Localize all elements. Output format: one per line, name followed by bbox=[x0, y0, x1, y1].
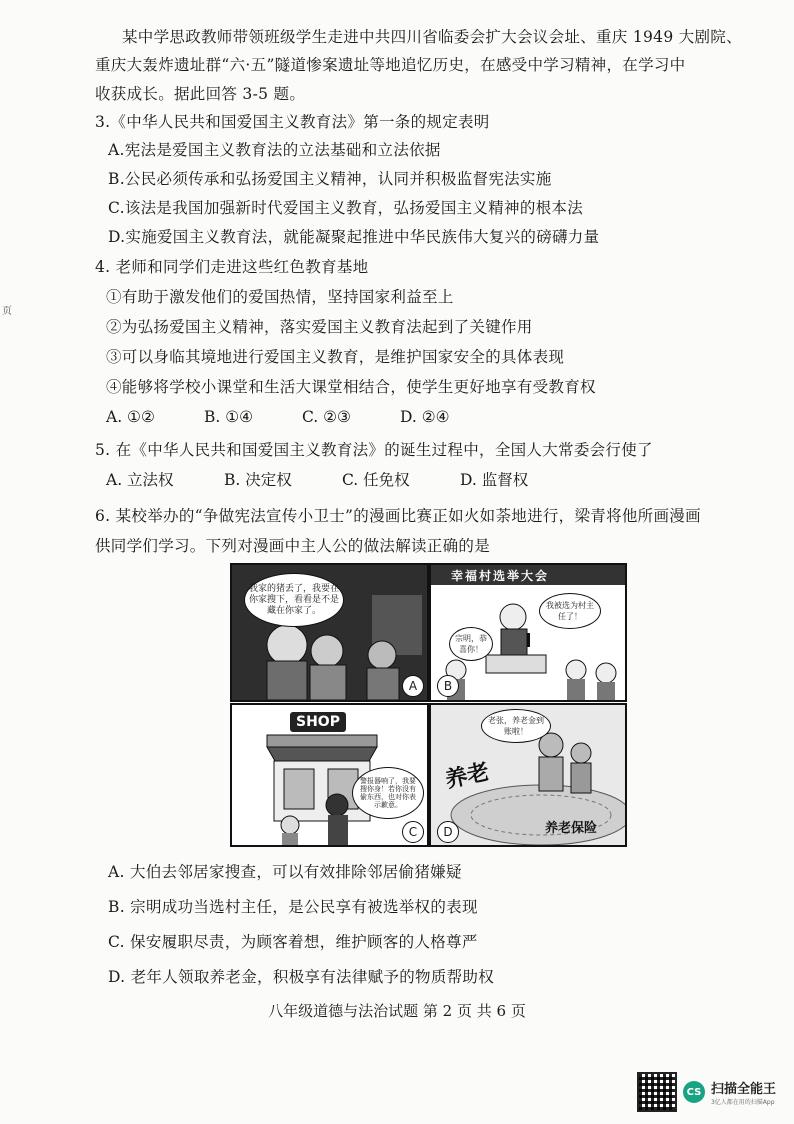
comic-b-bubble-1: 我被选为村主任了！ bbox=[539, 593, 601, 629]
comic-b-bubble-2: 宗明，恭喜你！ bbox=[449, 627, 493, 661]
scanner-logo-icon: CS bbox=[683, 1081, 705, 1103]
comic-b-label: B bbox=[437, 675, 459, 697]
comic-panel-d bbox=[429, 703, 627, 847]
q6-option-d: D. 老年人领取养老金，积极享有法律赋予的物质帮助权 bbox=[108, 968, 495, 986]
q4-option-c: C. ②③ bbox=[302, 408, 351, 426]
q6-option-b: B. 宗明成功当选村主任，是公民享有被选举权的表现 bbox=[108, 898, 478, 916]
intro-line-2: 重庆大轰炸遗址群“六·五”隧道惨案遗址等地追忆历史，在感受中学习精神，在学习中 bbox=[95, 56, 686, 74]
q3-option-a: A.宪法是爱国主义教育法的立法基础和立法依据 bbox=[108, 141, 441, 159]
margin-mark: 页 bbox=[2, 306, 12, 317]
comic-c-shop-sign: SHOP bbox=[290, 712, 346, 732]
intro-line-3: 收获成长。据此回答 3-5 题。 bbox=[95, 85, 306, 103]
q6-option-c: C. 保安履职尽责，为顾客着想，维护顾客的人格尊严 bbox=[108, 933, 478, 951]
q3-option-b: B.公民必须传承和弘扬爱国主义精神，认同并积极监督宪法实施 bbox=[108, 170, 552, 188]
comic-a-speech-bubble: 我家的猪丢了，我要在你家搜下，看看是不是藏在你家了。 bbox=[244, 573, 344, 627]
comic-panel-c bbox=[230, 703, 429, 847]
intro-line-1: 某中学思政教师带领班级学生走进中共四川省临委会扩大会议会址、重庆 1949 大剧院、 bbox=[122, 28, 742, 46]
comic-b-banner: 幸福村选举大会 bbox=[451, 569, 550, 583]
q6-stem-line-1: 6. 某校举办的“争做宪法宣传小卫士”的漫画比赛正如火如荼地进行，梁青将他所画漫画 bbox=[95, 507, 701, 525]
q5-stem: 5. 在《中华人民共和国爱国主义教育法》的诞生过程中，全国人大常委会行使了 bbox=[95, 441, 653, 459]
page-footer: 八年级道德与法治试题 第 2 页 共 6 页 bbox=[268, 1002, 526, 1020]
q4-option-a: A. ①② bbox=[106, 408, 155, 426]
q4-item-2: ②为弘扬爱国主义精神，落实爱国主义教育法起到了关键作用 bbox=[106, 318, 533, 336]
comic-d-sign-2: 养老保险 bbox=[545, 821, 598, 836]
comic-d-sign-1: 养老 bbox=[443, 759, 492, 794]
q4-stem: 4. 老师和同学们走进这些红色教育基地 bbox=[95, 258, 369, 276]
q4-item-4: ④能够将学校小课堂和生活大课堂相结合，使学生更好地享有受教育权 bbox=[106, 378, 596, 396]
comic-panel-b bbox=[429, 563, 627, 702]
q5-option-c: C. 任免权 bbox=[342, 471, 410, 489]
q4-item-3: ③可以身临其境地进行爱国主义教育，是维护国家安全的具体表现 bbox=[106, 348, 565, 366]
q4-item-1: ①有助于激发他们的爱国热情，坚持国家利益至上 bbox=[106, 288, 454, 306]
q3-option-c: C.该法是我国加强新时代爱国主义教育，弘扬爱国主义精神的根本法 bbox=[108, 199, 584, 217]
comic-panel-a bbox=[230, 563, 429, 702]
comic-d-speech-bubble: 老张，养老金到账啦！ bbox=[481, 709, 551, 743]
q5-options bbox=[106, 470, 578, 490]
q4-options bbox=[106, 407, 498, 427]
q5-option-d: D. 监督权 bbox=[460, 471, 529, 489]
q3-stem: 3.《中华人民共和国爱国主义教育法》第一条的规定表明 bbox=[95, 113, 490, 131]
scanner-brand: 扫描全能王 bbox=[710, 1082, 776, 1097]
comic-a-label: A bbox=[402, 675, 424, 697]
scanner-subtitle: 3亿人都在用的扫描App bbox=[710, 1099, 775, 1106]
scanner-brand-block bbox=[711, 1078, 776, 1106]
q6-option-a: A. 大伯去邻居家搜查，可以有效排除邻居偷猪嫌疑 bbox=[108, 863, 462, 881]
q5-option-b: B. 决定权 bbox=[224, 471, 292, 489]
q6-stem-line-2: 供同学们学习。下列对漫画中主人公的做法解读正确的是 bbox=[95, 537, 491, 555]
scanner-watermark bbox=[637, 1072, 776, 1112]
comic-d-label: D bbox=[437, 821, 459, 843]
comic-c-speech-bubble: 警报器响了，我要搜你身！若你没有偷东西，也对你表示歉意。 bbox=[352, 767, 424, 819]
q5-option-a: A. 立法权 bbox=[106, 471, 174, 489]
q3-option-d: D.实施爱国主义教育法，就能凝聚起推进中华民族伟大复兴的磅礴力量 bbox=[108, 228, 600, 246]
comic-c-label: C bbox=[402, 821, 424, 843]
qr-code-icon bbox=[637, 1072, 677, 1112]
q4-option-d: D. ②④ bbox=[400, 408, 450, 426]
q4-option-b: B. ①④ bbox=[204, 408, 254, 426]
